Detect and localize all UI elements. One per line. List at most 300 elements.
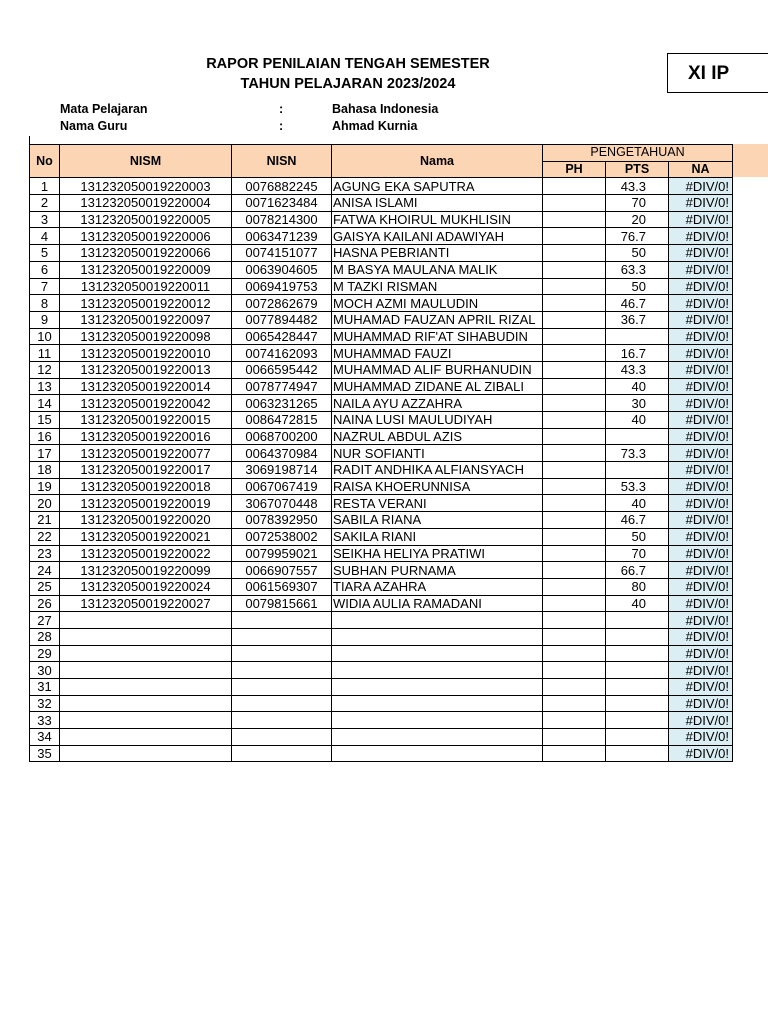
na-score-cell: #DIV/0! xyxy=(669,361,733,378)
nism-cell: 131232050019220020 xyxy=(60,512,232,529)
ph-score-cell xyxy=(543,245,606,262)
pts-score-cell xyxy=(606,745,669,762)
na-score-cell: #DIV/0! xyxy=(669,745,733,762)
row-number-cell: 10 xyxy=(30,328,60,345)
student-name-cell: SABILA RIANA xyxy=(332,512,543,529)
table-row xyxy=(30,328,733,345)
table-row xyxy=(30,545,733,562)
pts-score-cell xyxy=(606,729,669,746)
ph-score-cell xyxy=(543,311,606,328)
table-row xyxy=(30,528,733,545)
na-score-cell: #DIV/0! xyxy=(669,328,733,345)
pts-score-cell: 20 xyxy=(606,211,669,228)
row-number-cell: 16 xyxy=(30,428,60,445)
nism-cell xyxy=(60,612,232,629)
nism-cell: 131232050019220006 xyxy=(60,228,232,245)
na-score-cell: #DIV/0! xyxy=(669,195,733,212)
pts-score-cell: 63.3 xyxy=(606,261,669,278)
table-row xyxy=(30,211,733,228)
pts-score-cell: 73.3 xyxy=(606,445,669,462)
grades-table-body xyxy=(30,178,733,762)
na-score-cell: #DIV/0! xyxy=(669,428,733,445)
nism-cell: 131232050019220019 xyxy=(60,495,232,512)
nism-cell: 131232050019220015 xyxy=(60,412,232,429)
ph-score-cell xyxy=(543,512,606,529)
nisn-cell xyxy=(232,695,332,712)
student-name-cell: GAISYA KAILANI ADAWIYAH xyxy=(332,228,543,245)
na-score-cell: #DIV/0! xyxy=(669,628,733,645)
pts-score-cell xyxy=(606,695,669,712)
ph-score-cell xyxy=(543,445,606,462)
na-score-cell: #DIV/0! xyxy=(669,545,733,562)
student-name-cell xyxy=(332,712,543,729)
na-score-cell: #DIV/0! xyxy=(669,295,733,312)
ph-score-cell xyxy=(543,645,606,662)
table-row xyxy=(30,462,733,479)
na-score-cell: #DIV/0! xyxy=(669,345,733,362)
subject-label: Mata Pelajaran xyxy=(60,102,148,116)
nism-cell xyxy=(60,695,232,712)
pts-score-cell: 76.7 xyxy=(606,228,669,245)
nisn-cell: 3067070448 xyxy=(232,495,332,512)
pts-score-cell: 40 xyxy=(606,495,669,512)
ph-score-cell xyxy=(543,612,606,629)
table-row xyxy=(30,712,733,729)
nisn-cell: 0078214300 xyxy=(232,211,332,228)
na-score-cell: #DIV/0! xyxy=(669,395,733,412)
row-number-cell: 9 xyxy=(30,311,60,328)
nisn-cell: 0074162093 xyxy=(232,345,332,362)
nism-cell: 131232050019220022 xyxy=(60,545,232,562)
row-number-cell: 27 xyxy=(30,612,60,629)
table-row xyxy=(30,745,733,762)
student-name-cell: RADIT ANDHIKA ALFIANSYACH xyxy=(332,462,543,479)
row-number-cell: 24 xyxy=(30,562,60,579)
row-number-cell: 26 xyxy=(30,595,60,612)
nism-cell xyxy=(60,679,232,696)
pts-score-cell: 70 xyxy=(606,195,669,212)
ph-score-cell xyxy=(543,345,606,362)
na-score-cell: #DIV/0! xyxy=(669,578,733,595)
ph-score-cell xyxy=(543,195,606,212)
table-row xyxy=(30,729,733,746)
ph-score-cell xyxy=(543,178,606,195)
pts-score-cell: 40 xyxy=(606,412,669,429)
ph-score-cell xyxy=(543,428,606,445)
na-score-cell: #DIV/0! xyxy=(669,228,733,245)
pts-score-cell: 36.7 xyxy=(606,311,669,328)
table-row xyxy=(30,445,733,462)
ph-score-cell xyxy=(543,478,606,495)
ph-score-cell xyxy=(543,228,606,245)
row-number-cell: 11 xyxy=(30,345,60,362)
nisn-cell: 0079815661 xyxy=(232,595,332,612)
header-nism: NISM xyxy=(60,145,232,178)
na-score-cell: #DIV/0! xyxy=(669,278,733,295)
header-nama: Nama xyxy=(332,145,543,178)
student-name-cell: SEIKHA HELIYA PRATIWI xyxy=(332,545,543,562)
student-name-cell xyxy=(332,612,543,629)
student-name-cell: NAINA LUSI MAULUDIYAH xyxy=(332,412,543,429)
header-overflow-cell xyxy=(732,144,768,177)
student-name-cell xyxy=(332,695,543,712)
student-name-cell: MUHAMAD FAUZAN APRIL RIZAL xyxy=(332,311,543,328)
na-score-cell: #DIV/0! xyxy=(669,729,733,746)
na-score-cell: #DIV/0! xyxy=(669,662,733,679)
nisn-cell xyxy=(232,729,332,746)
table-row xyxy=(30,495,733,512)
nism-cell xyxy=(60,628,232,645)
pts-score-cell: 40 xyxy=(606,595,669,612)
row-number-cell: 7 xyxy=(30,278,60,295)
nisn-cell xyxy=(232,745,332,762)
pts-score-cell: 80 xyxy=(606,578,669,595)
pts-score-cell: 30 xyxy=(606,395,669,412)
nisn-cell: 0078774947 xyxy=(232,378,332,395)
student-name-cell: M BASYA MAULANA MALIK xyxy=(332,261,543,278)
pts-score-cell: 43.3 xyxy=(606,361,669,378)
table-row xyxy=(30,178,733,195)
pts-score-cell xyxy=(606,679,669,696)
row-number-cell: 20 xyxy=(30,495,60,512)
row-number-cell: 35 xyxy=(30,745,60,762)
table-row xyxy=(30,595,733,612)
student-name-cell: ANISA ISLAMI xyxy=(332,195,543,212)
nism-cell: 131232050019220097 xyxy=(60,311,232,328)
nism-cell: 131232050019220024 xyxy=(60,578,232,595)
subject-colon: : xyxy=(279,102,284,116)
subject-value: Bahasa Indonesia xyxy=(332,102,439,116)
nism-cell: 131232050019220066 xyxy=(60,245,232,262)
pts-score-cell xyxy=(606,462,669,479)
pts-score-cell xyxy=(606,328,669,345)
nism-cell: 131232050019220009 xyxy=(60,261,232,278)
nism-cell: 131232050019220018 xyxy=(60,478,232,495)
teacher-label: Nama Guru xyxy=(60,119,128,133)
nisn-cell: 0072862679 xyxy=(232,295,332,312)
na-score-cell: #DIV/0! xyxy=(669,495,733,512)
student-name-cell xyxy=(332,628,543,645)
row-number-cell: 29 xyxy=(30,645,60,662)
row-number-cell: 33 xyxy=(30,712,60,729)
row-number-cell: 1 xyxy=(30,178,60,195)
nism-cell: 131232050019220014 xyxy=(60,378,232,395)
nisn-cell: 0071623484 xyxy=(232,195,332,212)
row-number-cell: 31 xyxy=(30,679,60,696)
student-name-cell: HASNA PEBRIANTI xyxy=(332,245,543,262)
student-name-cell: M TAZKI RISMAN xyxy=(332,278,543,295)
nism-cell: 131232050019220010 xyxy=(60,345,232,362)
pts-score-cell: 70 xyxy=(606,545,669,562)
table-row xyxy=(30,512,733,529)
row-number-cell: 2 xyxy=(30,195,60,212)
pts-score-cell: 66.7 xyxy=(606,562,669,579)
row-number-cell: 23 xyxy=(30,545,60,562)
student-name-cell: MUHAMMAD RIF'AT SIHABUDIN xyxy=(332,328,543,345)
na-score-cell: #DIV/0! xyxy=(669,478,733,495)
student-name-cell: MUHAMMAD FAUZI xyxy=(332,345,543,362)
row-number-cell: 19 xyxy=(30,478,60,495)
ph-score-cell xyxy=(543,729,606,746)
student-name-cell xyxy=(332,662,543,679)
table-row xyxy=(30,578,733,595)
student-name-cell: MOCH AZMI MAULUDIN xyxy=(332,295,543,312)
student-name-cell xyxy=(332,645,543,662)
row-number-cell: 22 xyxy=(30,528,60,545)
header-pengetahuan: PENGETAHUAN xyxy=(543,145,733,162)
ph-score-cell xyxy=(543,679,606,696)
nism-cell: 131232050019220005 xyxy=(60,211,232,228)
nism-cell: 131232050019220077 xyxy=(60,445,232,462)
student-name-cell: MUHAMMAD ALIF BURHANUDIN xyxy=(332,361,543,378)
student-name-cell: MUHAMMAD ZIDANE AL ZIBALI xyxy=(332,378,543,395)
ph-score-cell xyxy=(543,261,606,278)
table-row xyxy=(30,195,733,212)
ph-score-cell xyxy=(543,595,606,612)
nisn-cell xyxy=(232,662,332,679)
pts-score-cell: 40 xyxy=(606,378,669,395)
pts-score-cell xyxy=(606,712,669,729)
na-score-cell: #DIV/0! xyxy=(669,595,733,612)
student-name-cell: FATWA KHOIRUL MUKHLISIN xyxy=(332,211,543,228)
nism-cell xyxy=(60,645,232,662)
pts-score-cell: 50 xyxy=(606,245,669,262)
ph-score-cell xyxy=(543,628,606,645)
pts-score-cell xyxy=(606,645,669,662)
ph-score-cell xyxy=(543,361,606,378)
row-number-cell: 18 xyxy=(30,462,60,479)
na-score-cell: #DIV/0! xyxy=(669,679,733,696)
nism-cell: 131232050019220042 xyxy=(60,395,232,412)
table-row xyxy=(30,361,733,378)
student-name-cell: NAILA AYU AZZAHRA xyxy=(332,395,543,412)
nism-cell: 131232050019220013 xyxy=(60,361,232,378)
table-row xyxy=(30,478,733,495)
nisn-cell xyxy=(232,712,332,729)
pts-score-cell xyxy=(606,662,669,679)
teacher-colon: : xyxy=(279,119,284,133)
row-number-cell: 5 xyxy=(30,245,60,262)
nism-cell: 131232050019220098 xyxy=(60,328,232,345)
pts-score-cell: 50 xyxy=(606,278,669,295)
student-name-cell xyxy=(332,679,543,696)
nism-cell: 131232050019220027 xyxy=(60,595,232,612)
table-row xyxy=(30,278,733,295)
ph-score-cell xyxy=(543,378,606,395)
pts-score-cell: 16.7 xyxy=(606,345,669,362)
pts-score-cell xyxy=(606,612,669,629)
row-number-cell: 21 xyxy=(30,512,60,529)
nism-cell: 131232050019220016 xyxy=(60,428,232,445)
nisn-cell: 0061569307 xyxy=(232,578,332,595)
ph-score-cell xyxy=(543,395,606,412)
na-score-cell: #DIV/0! xyxy=(669,412,733,429)
teacher-value: Ahmad Kurnia xyxy=(332,119,418,133)
nism-cell xyxy=(60,729,232,746)
ph-score-cell xyxy=(543,578,606,595)
table-row xyxy=(30,378,733,395)
na-score-cell: #DIV/0! xyxy=(669,261,733,278)
ph-score-cell xyxy=(543,528,606,545)
ph-score-cell xyxy=(543,211,606,228)
academic-year: TAHUN PELAJARAN 2023/2024 xyxy=(240,76,456,92)
na-score-cell: #DIV/0! xyxy=(669,645,733,662)
table-row xyxy=(30,695,733,712)
na-score-cell: #DIV/0! xyxy=(669,462,733,479)
student-name-cell: RESTA VERANI xyxy=(332,495,543,512)
row-number-cell: 4 xyxy=(30,228,60,245)
student-name-cell: SUBHAN PURNAMA xyxy=(332,562,543,579)
nisn-cell xyxy=(232,612,332,629)
table-row xyxy=(30,295,733,312)
ph-score-cell xyxy=(543,695,606,712)
table-row xyxy=(30,428,733,445)
nisn-cell: 0068700200 xyxy=(232,428,332,445)
row-number-cell: 14 xyxy=(30,395,60,412)
na-score-cell: #DIV/0! xyxy=(669,178,733,195)
table-row xyxy=(30,228,733,245)
na-score-cell: #DIV/0! xyxy=(669,695,733,712)
nism-cell: 131232050019220003 xyxy=(60,178,232,195)
na-score-cell: #DIV/0! xyxy=(669,311,733,328)
nisn-cell: 0086472815 xyxy=(232,412,332,429)
table-row xyxy=(30,645,733,662)
row-number-cell: 3 xyxy=(30,211,60,228)
table-row xyxy=(30,345,733,362)
table-row xyxy=(30,245,733,262)
nisn-cell: 0078392950 xyxy=(232,512,332,529)
ph-score-cell xyxy=(543,545,606,562)
ph-score-cell xyxy=(543,328,606,345)
na-score-cell: #DIV/0! xyxy=(669,512,733,529)
nisn-cell: 0063231265 xyxy=(232,395,332,412)
header-no: No xyxy=(30,145,60,178)
nism-cell: 131232050019220017 xyxy=(60,462,232,479)
header-pts: PTS xyxy=(606,161,669,178)
nism-cell xyxy=(60,712,232,729)
student-name-cell: TIARA AZAHRA xyxy=(332,578,543,595)
row-number-cell: 6 xyxy=(30,261,60,278)
table-row xyxy=(30,261,733,278)
nisn-cell: 0079959021 xyxy=(232,545,332,562)
grades-table xyxy=(29,144,733,762)
nisn-cell: 0076882245 xyxy=(232,178,332,195)
nism-cell: 131232050019220004 xyxy=(60,195,232,212)
student-name-cell: SAKILA RIANI xyxy=(332,528,543,545)
row-number-cell: 32 xyxy=(30,695,60,712)
nisn-cell: 0074151077 xyxy=(232,245,332,262)
student-name-cell: RAISA KHOERUNNISA xyxy=(332,478,543,495)
row-number-cell: 25 xyxy=(30,578,60,595)
student-name-cell xyxy=(332,729,543,746)
pts-score-cell: 46.7 xyxy=(606,295,669,312)
ph-score-cell xyxy=(543,278,606,295)
student-name-cell: NAZRUL ABDUL AZIS xyxy=(332,428,543,445)
student-name-cell: WIDIA AULIA RAMADANI xyxy=(332,595,543,612)
header-nisn: NISN xyxy=(232,145,332,178)
table-row xyxy=(30,612,733,629)
row-number-cell: 30 xyxy=(30,662,60,679)
nism-cell: 131232050019220012 xyxy=(60,295,232,312)
pts-score-cell: 50 xyxy=(606,528,669,545)
row-number-cell: 8 xyxy=(30,295,60,312)
ph-score-cell xyxy=(543,662,606,679)
table-row xyxy=(30,395,733,412)
nism-cell: 131232050019220021 xyxy=(60,528,232,545)
na-score-cell: #DIV/0! xyxy=(669,378,733,395)
nisn-cell: 0063904605 xyxy=(232,261,332,278)
ph-score-cell xyxy=(543,412,606,429)
na-score-cell: #DIV/0! xyxy=(669,712,733,729)
nism-cell xyxy=(60,662,232,679)
student-name-cell: NUR SOFIANTI xyxy=(332,445,543,462)
na-score-cell: #DIV/0! xyxy=(669,528,733,545)
nisn-cell: 0063471239 xyxy=(232,228,332,245)
na-score-cell: #DIV/0! xyxy=(669,245,733,262)
nisn-cell xyxy=(232,645,332,662)
nisn-cell: 0069419753 xyxy=(232,278,332,295)
nisn-cell: 0067067419 xyxy=(232,478,332,495)
ph-score-cell xyxy=(543,295,606,312)
row-number-cell: 17 xyxy=(30,445,60,462)
header-ph: PH xyxy=(543,161,606,178)
row-number-cell: 13 xyxy=(30,378,60,395)
nisn-cell xyxy=(232,628,332,645)
report-title: RAPOR PENILAIAN TENGAH SEMESTER xyxy=(206,56,490,72)
na-score-cell: #DIV/0! xyxy=(669,211,733,228)
nism-cell xyxy=(60,745,232,762)
class-label-box: XI IP xyxy=(667,53,768,93)
nisn-cell: 0072538002 xyxy=(232,528,332,545)
table-row xyxy=(30,628,733,645)
nisn-cell: 0077894482 xyxy=(232,311,332,328)
row-number-cell: 12 xyxy=(30,361,60,378)
ph-score-cell xyxy=(543,495,606,512)
nisn-cell: 0066907557 xyxy=(232,562,332,579)
pts-score-cell xyxy=(606,628,669,645)
row-number-cell: 28 xyxy=(30,628,60,645)
na-score-cell: #DIV/0! xyxy=(669,445,733,462)
table-row xyxy=(30,311,733,328)
pts-score-cell xyxy=(606,428,669,445)
student-name-cell: AGUNG EKA SAPUTRA xyxy=(332,178,543,195)
na-score-cell: #DIV/0! xyxy=(669,562,733,579)
row-number-cell: 34 xyxy=(30,729,60,746)
pts-score-cell: 43.3 xyxy=(606,178,669,195)
nisn-cell: 0064370984 xyxy=(232,445,332,462)
table-row xyxy=(30,412,733,429)
na-score-cell: #DIV/0! xyxy=(669,612,733,629)
table-row xyxy=(30,679,733,696)
pts-score-cell: 46.7 xyxy=(606,512,669,529)
table-row xyxy=(30,562,733,579)
nisn-cell: 0066595442 xyxy=(232,361,332,378)
ph-score-cell xyxy=(543,462,606,479)
nisn-cell: 0065428447 xyxy=(232,328,332,345)
nism-cell: 131232050019220099 xyxy=(60,562,232,579)
table-row xyxy=(30,662,733,679)
nism-cell: 131232050019220011 xyxy=(60,278,232,295)
ph-score-cell xyxy=(543,562,606,579)
nisn-cell xyxy=(232,679,332,696)
nisn-cell: 3069198714 xyxy=(232,462,332,479)
header-na: NA xyxy=(669,161,733,178)
pts-score-cell: 53.3 xyxy=(606,478,669,495)
ph-score-cell xyxy=(543,712,606,729)
ph-score-cell xyxy=(543,745,606,762)
row-number-cell: 15 xyxy=(30,412,60,429)
student-name-cell xyxy=(332,745,543,762)
